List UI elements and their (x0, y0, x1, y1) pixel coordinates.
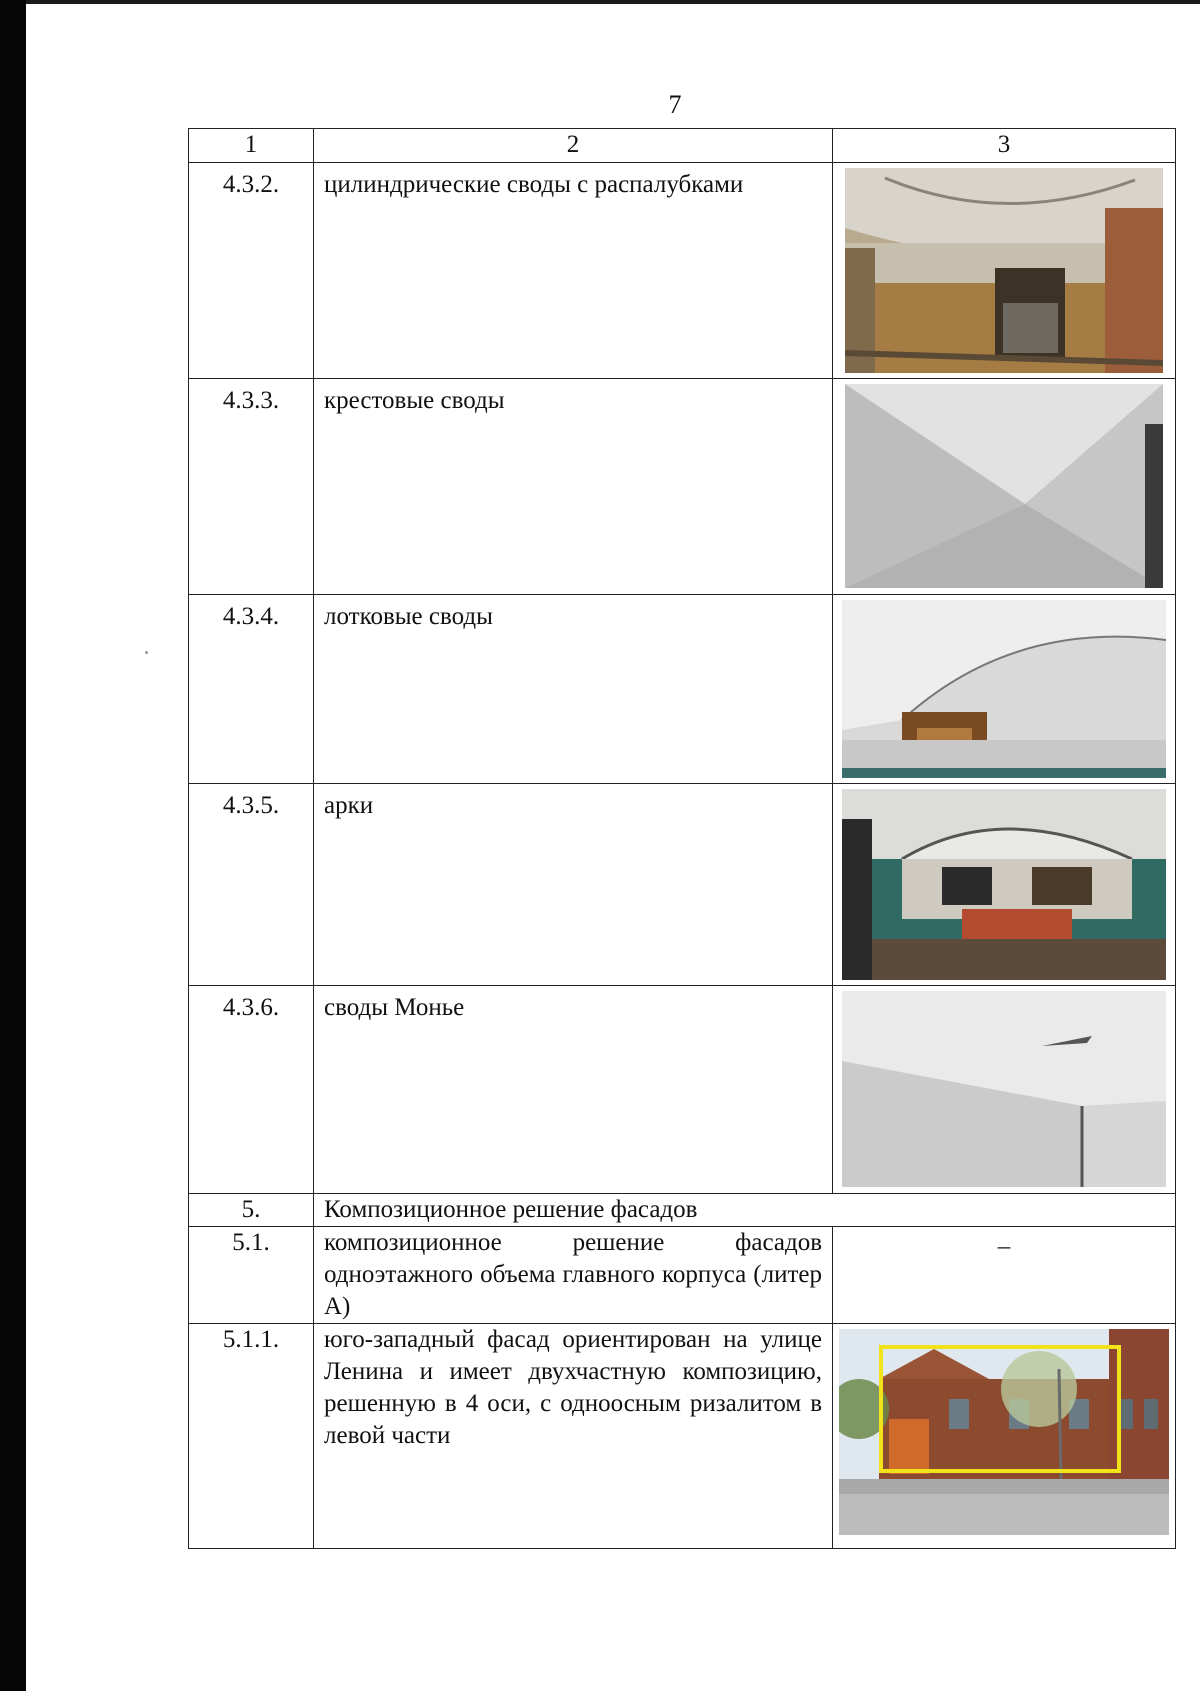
section-row (189, 1194, 1176, 1227)
row-description: юго-западный фасад ориентирован на улице Ленина и имеет двухчастную композицию, решенную в 4 оси, с одноосным ризалитом в левой части (324, 1326, 822, 1449)
column-header-3: 3 (833, 129, 1176, 163)
table-row (189, 1324, 1176, 1549)
row-number: 4.3.3. (222, 387, 280, 414)
photo-cylindrical-vaults (845, 168, 1163, 373)
page-number: 7 (668, 90, 682, 119)
photo-tray-vaults (842, 600, 1166, 778)
section-title: Композиционное решение фасадов (324, 1196, 698, 1223)
table-row (189, 1227, 1176, 1324)
section-number: 5. (241, 1196, 261, 1223)
document-table (188, 128, 1176, 1549)
scan-top-edge (0, 0, 1200, 4)
photo-arches (842, 789, 1166, 980)
row-description: арки (324, 792, 374, 819)
column-header-1: 1 (189, 129, 314, 163)
scan-left-edge (0, 0, 26, 1691)
table-row (189, 595, 1176, 784)
row-number: 4.3.6. (222, 994, 280, 1021)
empty-value-dash: – (997, 1233, 1011, 1260)
row-number: 4.3.5. (222, 792, 280, 819)
photo-monier-vaults (842, 991, 1166, 1187)
photo-cross-vaults (845, 384, 1163, 588)
row-number: 5.1.1. (222, 1326, 280, 1353)
table-row (189, 379, 1176, 595)
scan-speck (145, 651, 148, 654)
table-header-row (189, 129, 1176, 163)
row-description: крестовые своды (324, 387, 505, 414)
row-number: 4.3.4. (222, 603, 280, 630)
row-number: 5.1. (232, 1229, 270, 1256)
row-description: своды Монье (324, 994, 465, 1021)
row-description: цилиндрические своды с распалубками (324, 171, 744, 198)
row-description: композиционное решение фасадов одноэтажного объема главного корпуса (литер А) (324, 1229, 822, 1320)
column-header-2: 2 (314, 129, 833, 163)
table-row (189, 163, 1176, 379)
row-description: лотковые своды (324, 603, 493, 630)
table-row (189, 986, 1176, 1194)
table-row (189, 784, 1176, 986)
photo-southwest-facade (839, 1329, 1169, 1535)
row-number: 4.3.2. (222, 171, 280, 198)
